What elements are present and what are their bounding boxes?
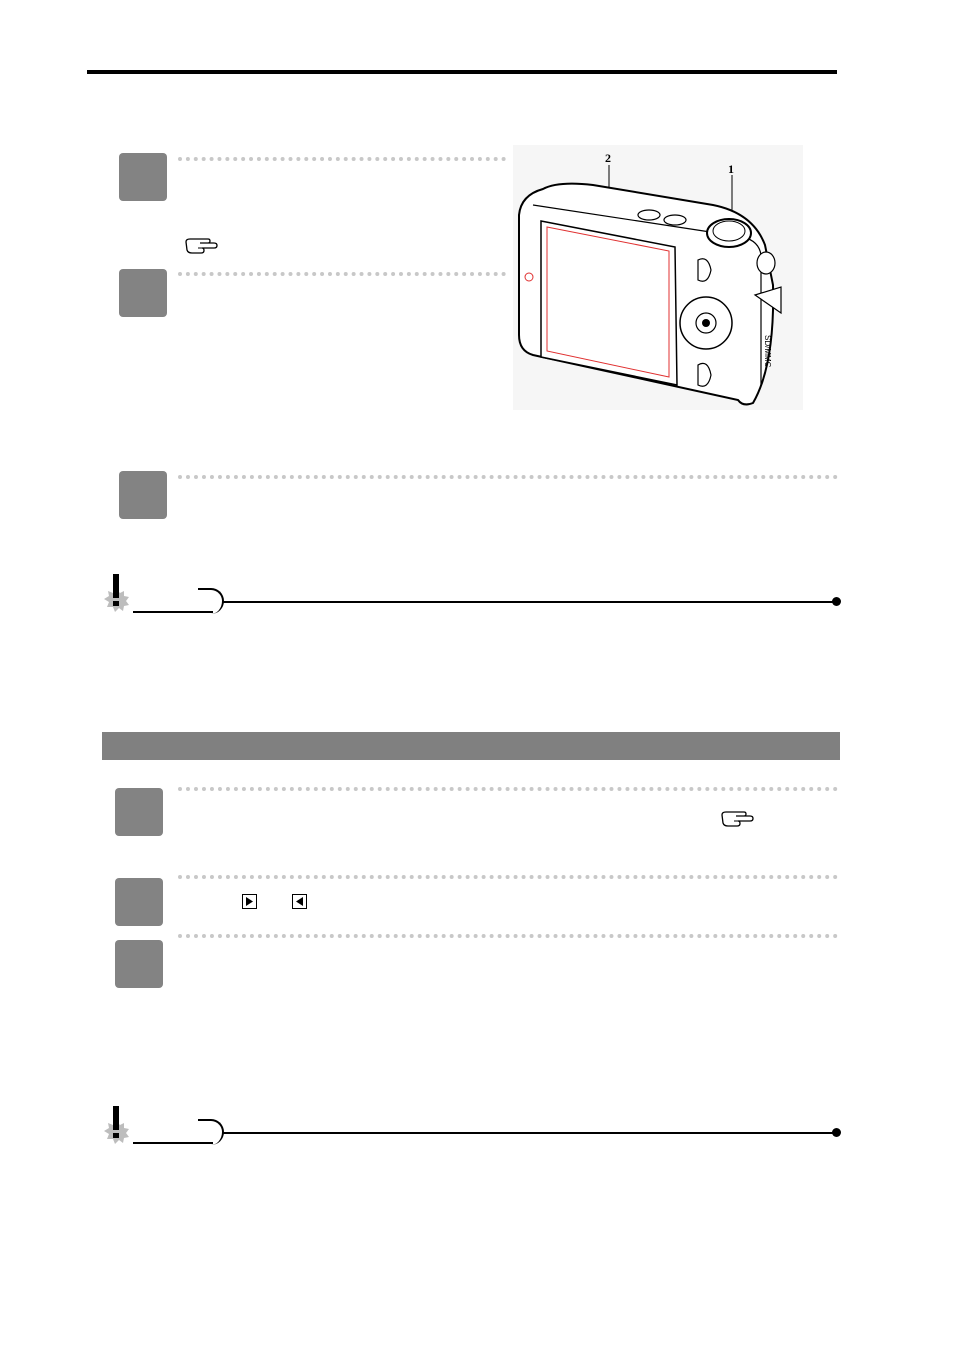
- step-marker-6: [115, 940, 163, 988]
- step-marker-4: [115, 788, 163, 836]
- header-rule: [87, 70, 837, 74]
- step-divider: [178, 934, 838, 938]
- step-marker-3: [119, 471, 167, 519]
- warning-exclamation-icon: [101, 572, 133, 614]
- callout-2-label: 2: [605, 151, 611, 165]
- note-rule-end: [832, 597, 841, 606]
- step-marker-2: [119, 269, 167, 317]
- triangle-right-icon: [242, 894, 257, 909]
- step-divider: [178, 157, 506, 161]
- callout-1-label: 1: [728, 162, 734, 176]
- note-rule: [222, 1132, 834, 1134]
- pointing-hand-icon: [184, 236, 220, 258]
- step-divider: [178, 475, 838, 479]
- warning-exclamation-icon: [101, 1104, 133, 1146]
- step-marker-5: [115, 878, 163, 926]
- note-rule: [222, 601, 834, 603]
- camera-illustration: [513, 145, 803, 410]
- step-divider: [178, 875, 838, 879]
- pointing-hand-icon: [720, 809, 756, 831]
- note-underline: [133, 1142, 213, 1144]
- step-divider: [178, 787, 838, 791]
- note-rule-end: [832, 1128, 841, 1137]
- section-header-bar: [102, 732, 840, 760]
- step-divider: [178, 272, 506, 276]
- step-marker-1: [119, 153, 167, 201]
- sd-slot-label: SD/MMC: [763, 335, 772, 368]
- note-underline: [133, 611, 213, 613]
- triangle-left-icon: [292, 894, 307, 909]
